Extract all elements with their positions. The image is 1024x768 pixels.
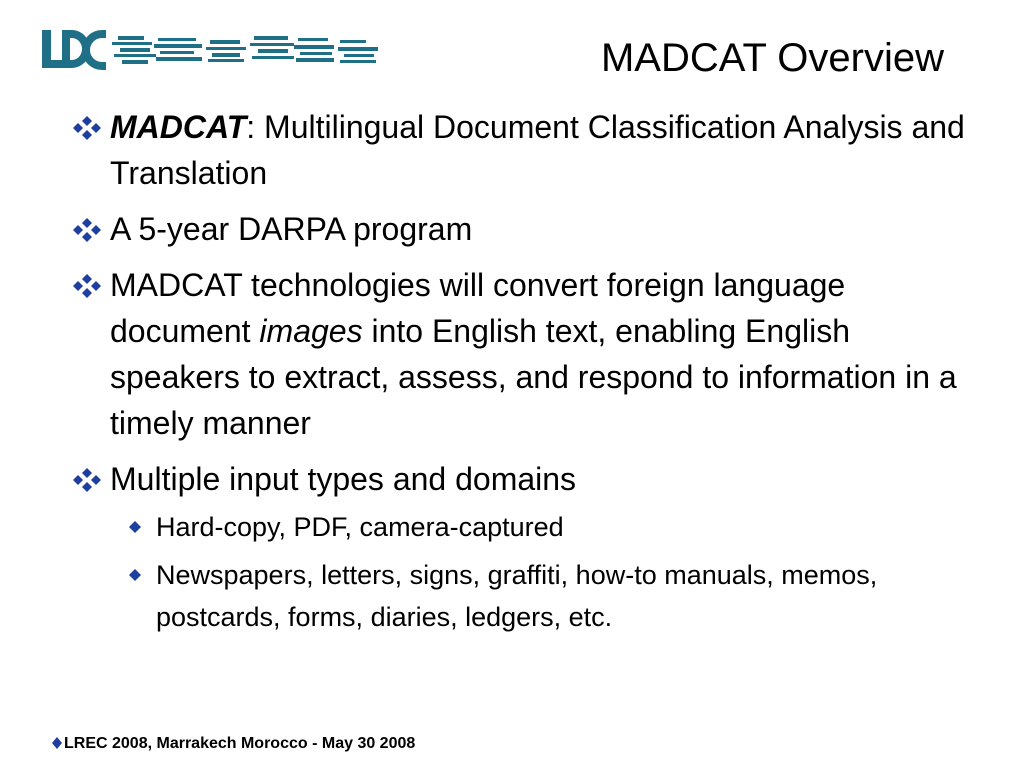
bullet-list xyxy=(72,104,972,648)
bullet-item xyxy=(72,206,972,252)
diamond-bullet-icon xyxy=(129,569,141,581)
bullet-item xyxy=(72,456,972,638)
slide-footer xyxy=(52,734,415,754)
bullet-text-pre: MADCAT technologies will convert foreign language document xyxy=(110,267,846,349)
sub-bullet-text: Hard-copy, PDF, camera-captured xyxy=(156,512,564,542)
bullet-item xyxy=(72,104,972,196)
diamond-icon xyxy=(52,737,62,749)
sub-bullet-item xyxy=(110,506,972,548)
sub-bullet-item xyxy=(110,554,972,638)
ldc-wordmark xyxy=(112,36,378,64)
four-diamond-bullet-icon xyxy=(72,116,102,140)
ldc-letters xyxy=(42,30,106,70)
four-diamond-bullet-icon xyxy=(72,468,102,492)
bullet-text: : Multilingual Document Classification Analysis and Translation xyxy=(110,109,965,191)
bullet-text-post: into English text, enabling English speakers to extract, assess, and respond to information in a timely manner xyxy=(110,313,957,441)
diamond-bullet-icon xyxy=(129,521,141,533)
ldc-logo-icon xyxy=(40,28,396,72)
sub-bullet-list xyxy=(110,506,972,638)
bullet-text: Multiple input types and domains xyxy=(110,461,577,497)
bullet-item xyxy=(72,262,972,446)
four-diamond-bullet-icon xyxy=(72,218,102,242)
bullet-text: A 5-year DARPA program xyxy=(110,211,473,247)
footer-text: LREC 2008, Marrakech Morocco - May 30 2008 xyxy=(64,735,416,752)
slide-title: MADCAT Overview xyxy=(600,36,944,80)
bullet-lead-text: MADCAT xyxy=(110,109,247,145)
sub-bullet-text: Newspapers, letters, signs, graffiti, how-to manuals, memos, postcards, forms, diaries, ledgers, etc. xyxy=(156,560,878,632)
four-diamond-bullet-icon xyxy=(72,274,102,298)
bullet-text-italic: images xyxy=(259,313,363,349)
